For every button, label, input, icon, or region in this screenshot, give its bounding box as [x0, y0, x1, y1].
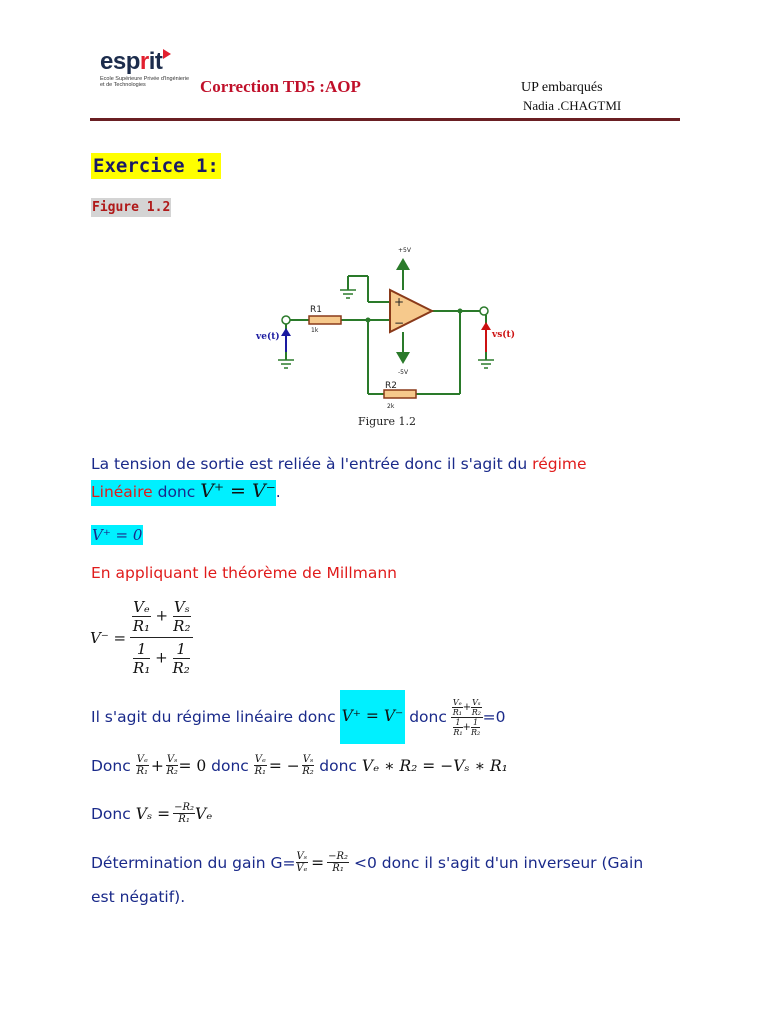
millmann-fraction: $\frac{\text{Vₑ}}{\text{R₁}}$ + $\frac{\text{Vₛ}}{\text{R₂}}$ $\frac{1}{\text{R₁}}$ + $\frac{1}{\text{R₂}}$: [130, 598, 193, 677]
r2-value: 2k: [387, 403, 395, 410]
inverting-amplifier-circuit: [240, 240, 530, 430]
figure-tag: Figure 1.2: [92, 200, 171, 215]
derivation-vs: Donc Vₛ = $\frac{\text{−R₂}}{\text{R₁}}$ Vₑ: [91, 802, 213, 825]
r2-label: R2: [385, 381, 397, 391]
linear-regime-line: Il s'agit du régime linéaire donc V⁺ = V⁻ donc $\frac{\text{Vₑ}}{\text{R₁}}$ + $\frac{\text{Vₛ}}{\text{R₂}}$ $\frac{1}{\text{R₁}}$ + $\frac{1}{\text{R₂}}$ =0: [91, 690, 505, 744]
esprit-logo: [100, 48, 195, 88]
input-terminal: [282, 316, 290, 324]
header-department: UP embarqués: [521, 80, 603, 95]
paragraph-linear-regime: Linéaire donc V⁺ = V⁻.: [91, 480, 281, 502]
millmann-equation: V⁻ = $\frac{\text{Vₑ}}{\text{R₁}}$ + $\frac{\text{Vₛ}}{\text{R₂}}$ $\frac{1}{\text{R₁}}$ + $\frac{1}{\text{R₂}}$: [90, 598, 193, 677]
header-author: Nadia .CHAGTMI: [523, 98, 622, 113]
vee-label: -5V: [398, 369, 409, 376]
vcc-arrow-icon: [396, 258, 410, 270]
vcc-label: +5V: [398, 247, 411, 254]
vee-arrow-icon: [396, 352, 410, 364]
output-label: vs(t): [492, 330, 515, 340]
equation-cross-product: Vₑ ∗ R₂ = −Vₛ ∗ R₁: [361, 756, 508, 775]
paragraph-output-relation: La tension de sortie est reliée à l'entrée donc il s'agit du régime: [91, 455, 587, 473]
header-rule: [90, 118, 680, 121]
r1-resistor: [309, 316, 341, 324]
output-terminal: [480, 307, 488, 315]
derivation-line-1: Donc $\frac{\text{Vₑ}}{\text{R₁}}$ + $\frac{\text{Vₛ}}{\text{R₂}}$ = 0 donc $\frac{\text{Vₑ}}{\text{R₁}}$ = − $\frac{\text{Vₛ}}{\text{R₂}}$ donc Vₑ ∗ R₂ = −Vₛ ∗ R₁: [91, 754, 508, 777]
equation-v-equal-highlight: V⁺ = V⁻: [340, 690, 406, 744]
gain-determination: Détermination du gain G= $\frac{\text{Vₛ}}{\text{Vₑ}}$ = $\frac{\text{−R₂}}{\text{R₁}}$ <0 donc il s'agit d'un inverseur (Gain: [91, 851, 644, 874]
small-millmann-fraction: $\frac{\text{Vₑ}}{\text{R₁}}$ + $\frac{\text{Vₛ}}{\text{R₂}}$ $\frac{1}{\text{R₁}}$ + $\frac{1}{\text{R₂}}$: [452, 697, 481, 737]
svg-text:+: +: [394, 295, 405, 309]
ve-arrow-icon: [281, 328, 291, 336]
r1-label: R1: [310, 305, 322, 315]
input-label: ve(t): [256, 332, 280, 342]
millmann-heading: En appliquant le théorème de Millmann: [91, 564, 397, 582]
logo-accent-letter: r: [139, 48, 149, 75]
figure-caption: Figure 1.2: [358, 415, 417, 428]
gain-conclusion: est négatif).: [91, 888, 186, 906]
logo-text: esp: [100, 48, 140, 75]
document-title: Correction TD5 :AOP: [200, 77, 361, 96]
logo-arrow-icon: [163, 49, 171, 59]
logo-text-end: it: [148, 48, 163, 75]
r1-value: 1k: [311, 327, 319, 334]
logo-subtitle: Ecole Supérieure Privée d'Ingénierie et de Technologies: [100, 76, 190, 88]
vs-arrow-icon: [481, 322, 491, 330]
exercise-title: Exercice 1:: [93, 155, 219, 177]
svg-text:−: −: [394, 316, 405, 330]
equation-v-plus-zero: V⁺ = 0: [92, 526, 143, 544]
equation-v-plus-equals-v-minus: V⁺ = V⁻: [200, 480, 276, 502]
r2-resistor: [384, 390, 416, 398]
